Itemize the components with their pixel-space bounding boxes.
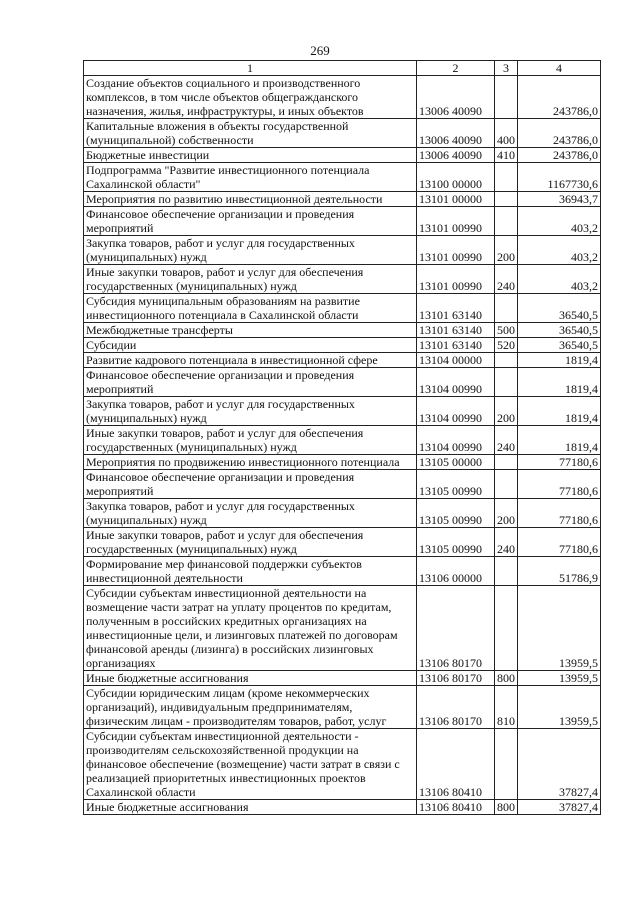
item-name: Мероприятия по развитию инвестиционной деятельности <box>84 192 417 207</box>
item-name: Мероприятия по продвижению инвестиционного потенциала <box>84 455 417 470</box>
item-amount: 243786,0 <box>518 148 601 163</box>
table-row <box>84 294 601 323</box>
expense-type: 200 <box>495 236 518 265</box>
table-row <box>84 586 601 671</box>
expense-type: 240 <box>495 265 518 294</box>
item-code: 13101 00990 <box>417 265 495 294</box>
item-amount: 243786,0 <box>518 76 601 119</box>
item-code: 13106 80170 <box>417 671 495 686</box>
item-code: 13105 00990 <box>417 470 495 499</box>
item-name: Субсидии субъектам инвестиционной деятельности на возмещение части затрат на уплату процентов по кредитам, полученным в российских кредитных организациях на инвестиционные цели, и лизинговых платежей по договорам финансовой аренды (лизинга) в российских лизинговых организациях <box>84 586 417 671</box>
expense-type: 810 <box>495 686 518 729</box>
item-code: 13105 00000 <box>417 455 495 470</box>
item-code: 13100 00000 <box>417 163 495 192</box>
table-row <box>84 163 601 192</box>
item-code: 13104 00990 <box>417 397 495 426</box>
table-row <box>84 528 601 557</box>
expense-type <box>495 586 518 671</box>
item-name: Субсидии <box>84 338 417 353</box>
expense-type: 240 <box>495 528 518 557</box>
table-row <box>84 397 601 426</box>
expense-type: 800 <box>495 671 518 686</box>
item-name: Иные бюджетные ассигнования <box>84 671 417 686</box>
item-amount: 77180,6 <box>518 499 601 528</box>
item-code: 13104 00990 <box>417 426 495 455</box>
table-row <box>84 470 601 499</box>
item-code: 13006 40090 <box>417 76 495 119</box>
item-name: Финансовое обеспечение организации и проведения мероприятий <box>84 368 417 397</box>
item-name: Иные закупки товаров, работ и услуг для обеспечения государственных (муниципальных) нужд <box>84 265 417 294</box>
expense-type <box>495 455 518 470</box>
item-name: Финансовое обеспечение организации и проведения мероприятий <box>84 470 417 499</box>
expense-type: 200 <box>495 397 518 426</box>
item-code: 13101 00990 <box>417 207 495 236</box>
table-row <box>84 455 601 470</box>
item-name: Субсидии юридическим лицам (кроме некоммерческих организаций), индивидуальным предпринимателям, физическим лицам - производителям товаров, работ, услуг <box>84 686 417 729</box>
item-amount: 1819,4 <box>518 397 601 426</box>
item-name: Создание объектов социального и производственного комплексов, в том числе объектов общегражданского назначения, жилья, инфраструктуры, и иных объектов <box>84 76 417 119</box>
table-row <box>84 729 601 800</box>
table-row <box>84 236 601 265</box>
expense-type <box>495 294 518 323</box>
item-name: Формирование мер финансовой поддержки субъектов инвестиционной деятельности <box>84 557 417 586</box>
item-amount: 403,2 <box>518 207 601 236</box>
table-row <box>84 800 601 815</box>
table-row <box>84 338 601 353</box>
expense-type <box>495 353 518 368</box>
table-row <box>84 265 601 294</box>
expense-type <box>495 192 518 207</box>
item-amount: 37827,4 <box>518 729 601 800</box>
item-amount: 13959,5 <box>518 671 601 686</box>
item-name: Закупка товаров, работ и услуг для государственных (муниципальных) нужд <box>84 236 417 265</box>
item-code: 13106 80170 <box>417 686 495 729</box>
item-name: Субсидия муниципальным образованиям на развитие инвестиционного потенциала в Сахалинской области <box>84 294 417 323</box>
item-name: Иные бюджетные ассигнования <box>84 800 417 815</box>
item-amount: 77180,6 <box>518 470 601 499</box>
table-row <box>84 686 601 729</box>
item-code: 13106 00000 <box>417 557 495 586</box>
expense-type: 200 <box>495 499 518 528</box>
item-code: 13106 80410 <box>417 800 495 815</box>
item-amount: 36540,5 <box>518 323 601 338</box>
header-col-2: 2 <box>417 61 495 76</box>
table-row <box>84 119 601 148</box>
item-code: 13106 80170 <box>417 586 495 671</box>
item-code: 13101 63140 <box>417 338 495 353</box>
table-row <box>84 76 601 119</box>
expense-type <box>495 76 518 119</box>
item-code: 13101 00990 <box>417 236 495 265</box>
table-row <box>84 671 601 686</box>
expense-type <box>495 729 518 800</box>
item-name: Межбюджетные трансферты <box>84 323 417 338</box>
item-amount: 37827,4 <box>518 800 601 815</box>
item-amount: 1819,4 <box>518 353 601 368</box>
expense-type: 240 <box>495 426 518 455</box>
table-row <box>84 499 601 528</box>
expense-type <box>495 207 518 236</box>
item-code: 13101 00000 <box>417 192 495 207</box>
table-row <box>84 426 601 455</box>
table-row <box>84 353 601 368</box>
item-name: Закупка товаров, работ и услуг для государственных (муниципальных) нужд <box>84 499 417 528</box>
table-row <box>84 323 601 338</box>
item-amount: 77180,6 <box>518 455 601 470</box>
item-amount: 1819,4 <box>518 368 601 397</box>
table-row <box>84 192 601 207</box>
item-amount: 1819,4 <box>518 426 601 455</box>
item-amount: 403,2 <box>518 265 601 294</box>
table-header-row <box>84 61 601 76</box>
page-number: 269 <box>310 43 330 58</box>
item-amount: 51786,9 <box>518 557 601 586</box>
item-code: 13105 00990 <box>417 528 495 557</box>
item-code: 13105 00990 <box>417 499 495 528</box>
expense-type: 500 <box>495 323 518 338</box>
item-amount: 13959,5 <box>518 586 601 671</box>
expense-type: 410 <box>495 148 518 163</box>
item-amount: 36540,5 <box>518 338 601 353</box>
item-amount: 36943,7 <box>518 192 601 207</box>
item-amount: 13959,5 <box>518 686 601 729</box>
item-name: Субсидии субъектам инвестиционной деятельности - производителям сельскохозяйственной продукции на финансовое обеспечение (возмещение) части затрат в связи с реализацией приоритетных инвестиционных проектов Сахалинской области <box>84 729 417 800</box>
item-name: Бюджетные инвестиции <box>84 148 417 163</box>
item-name: Капитальные вложения в объекты государственной (муниципальной) собственности <box>84 119 417 148</box>
item-code: 13104 00990 <box>417 368 495 397</box>
item-name: Иные закупки товаров, работ и услуг для обеспечения государственных (муниципальных) нужд <box>84 426 417 455</box>
item-amount: 1167730,6 <box>518 163 601 192</box>
item-name: Финансовое обеспечение организации и проведения мероприятий <box>84 207 417 236</box>
expense-type: 520 <box>495 338 518 353</box>
item-name: Подпрограмма "Развитие инвестиционного потенциала Сахалинской области" <box>84 163 417 192</box>
item-name: Развитие кадрового потенциала в инвестиционной сфере <box>84 353 417 368</box>
table-row <box>84 557 601 586</box>
expense-type: 800 <box>495 800 518 815</box>
expense-type <box>495 470 518 499</box>
item-name: Иные закупки товаров, работ и услуг для обеспечения государственных (муниципальных) нужд <box>84 528 417 557</box>
header-col-3: 3 <box>495 61 518 76</box>
table-row <box>84 368 601 397</box>
item-name: Закупка товаров, работ и услуг для государственных (муниципальных) нужд <box>84 397 417 426</box>
item-code: 13106 80410 <box>417 729 495 800</box>
item-code: 13101 63140 <box>417 294 495 323</box>
item-amount: 403,2 <box>518 236 601 265</box>
item-amount: 36540,5 <box>518 294 601 323</box>
table-row <box>84 148 601 163</box>
expense-type: 400 <box>495 119 518 148</box>
header-col-1: 1 <box>84 61 417 76</box>
table-row <box>84 207 601 236</box>
budget-table <box>83 60 601 815</box>
expense-type <box>495 163 518 192</box>
item-amount: 243786,0 <box>518 119 601 148</box>
expense-type <box>495 557 518 586</box>
table-body <box>84 76 601 815</box>
item-amount: 77180,6 <box>518 528 601 557</box>
item-code: 13101 63140 <box>417 323 495 338</box>
header-col-4: 4 <box>518 61 601 76</box>
expense-type <box>495 368 518 397</box>
item-code: 13104 00000 <box>417 353 495 368</box>
item-code: 13006 40090 <box>417 148 495 163</box>
item-code: 13006 40090 <box>417 119 495 148</box>
